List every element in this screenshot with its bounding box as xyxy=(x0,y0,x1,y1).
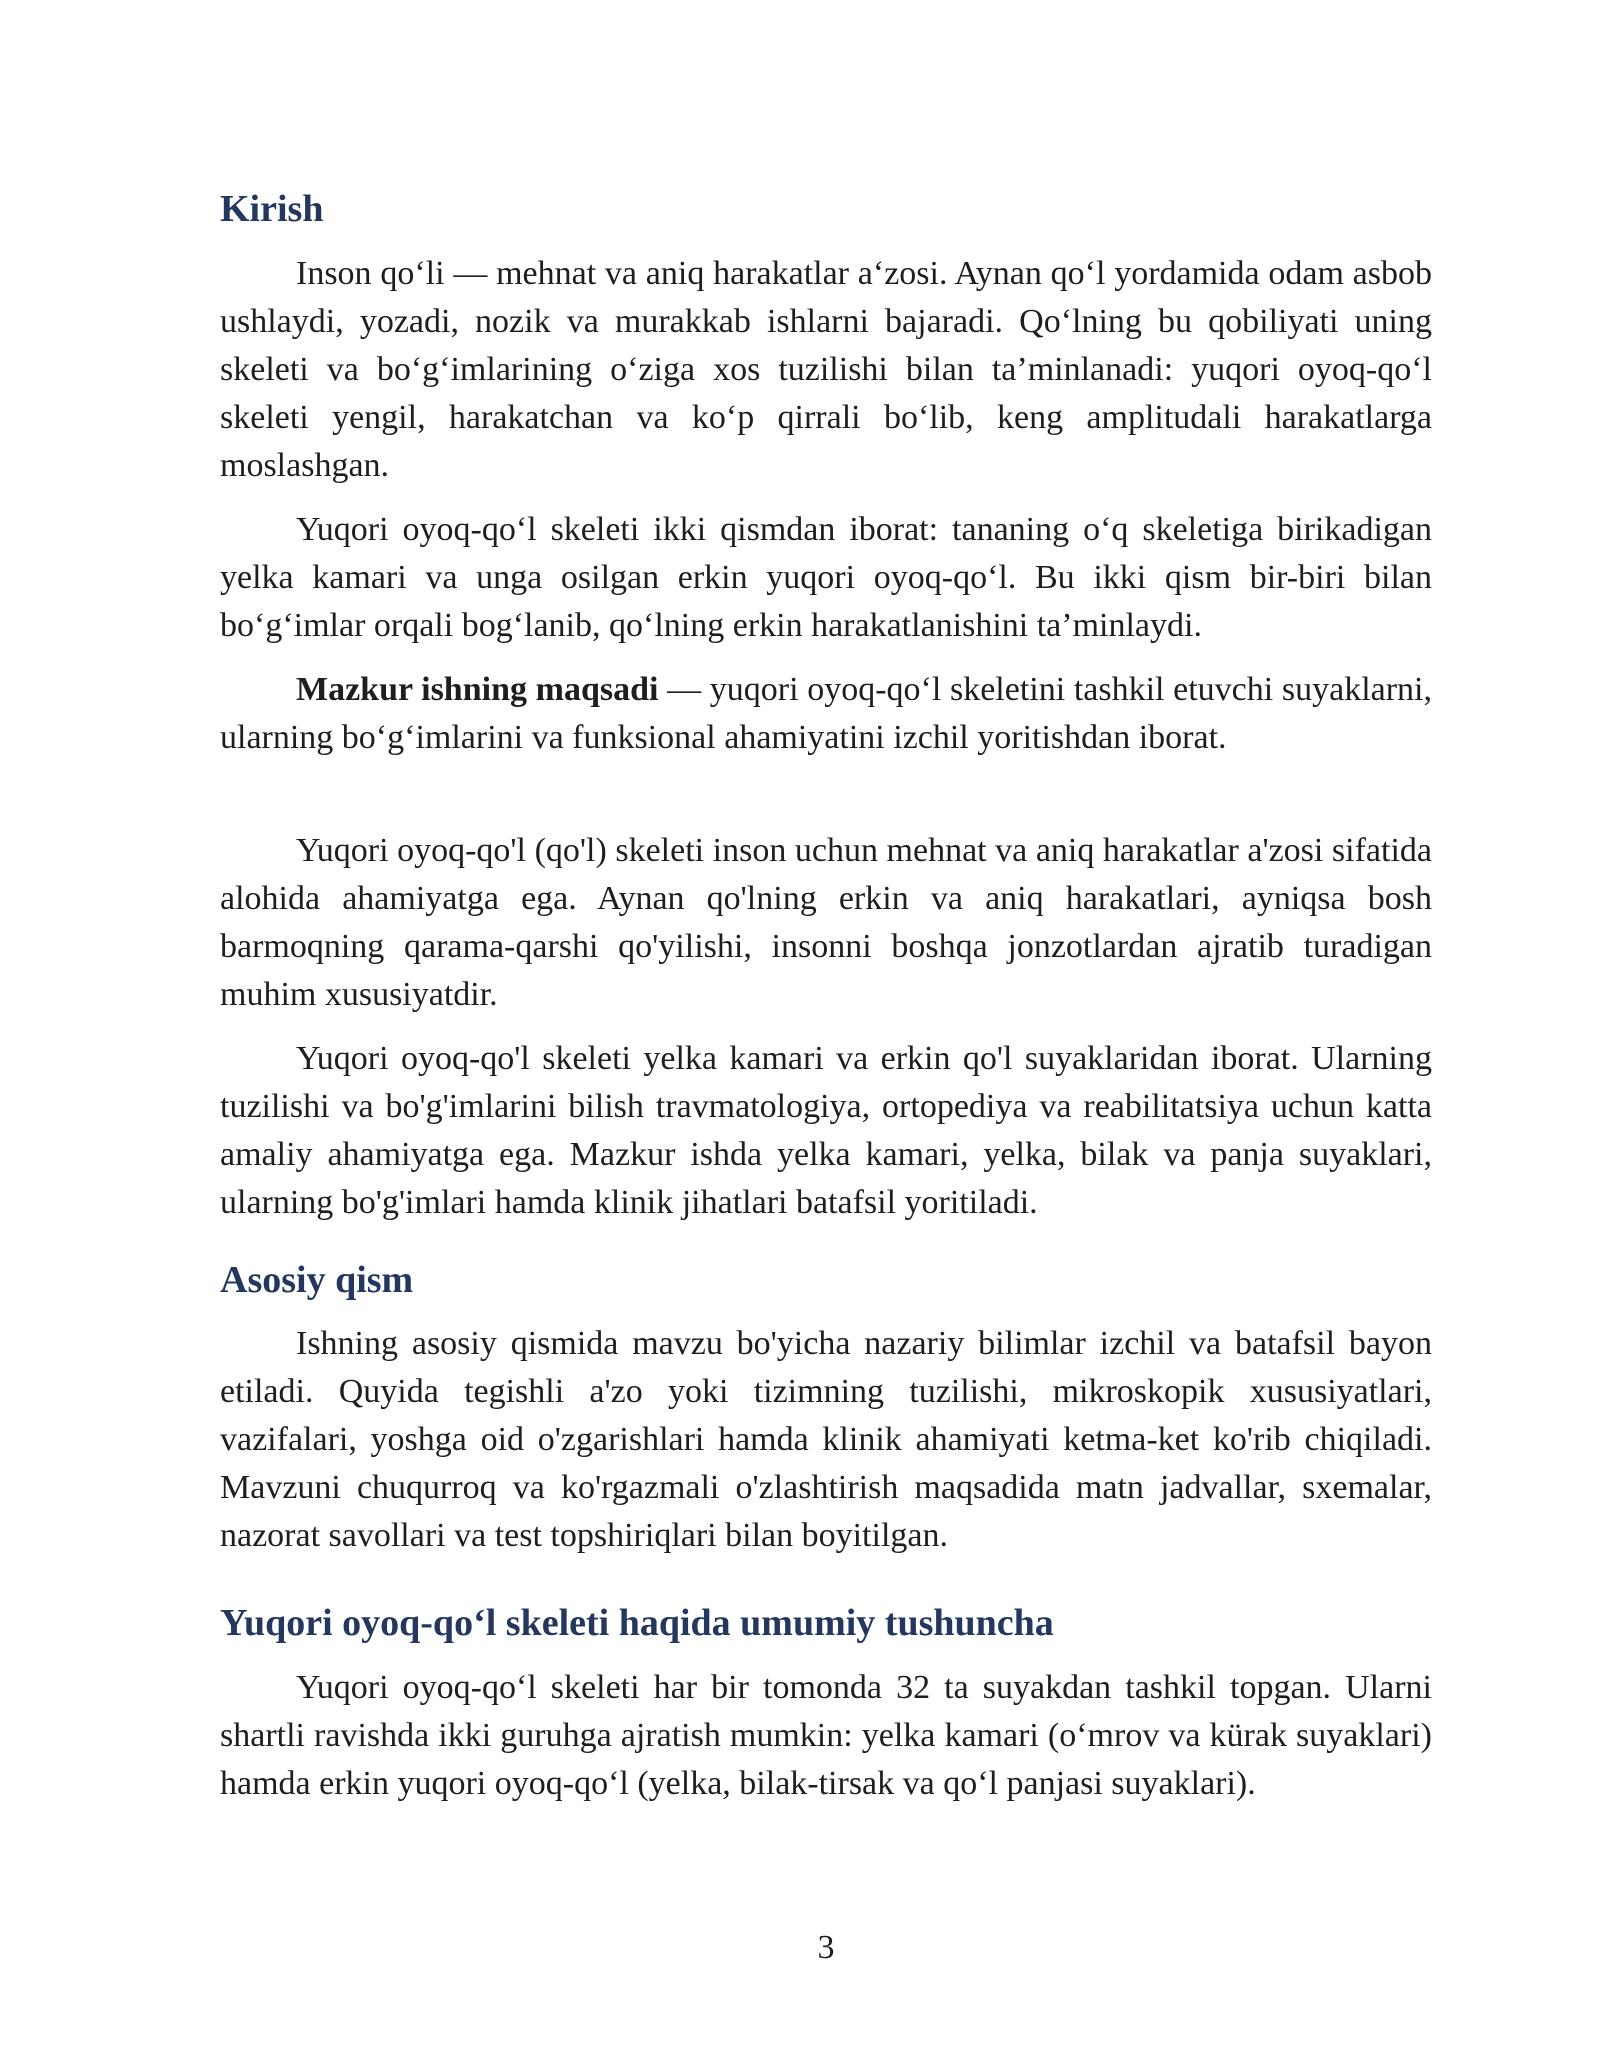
paragraph-asosiy-1: Ishning asosiy qismida mavzu bo'yicha nazariy bilimlar izchil va batafsil bayon etiladi. Quyida tegishli a'zo yoki tizimning tuzilishi, mikroskopik xususiyatlari, vazifalari, yoshga oid o'zgarishlari hamda klinik ahamiyati ketma-ket ko'rib chiqiladi. Mavzuni chuqurroq va ko'rgazmali o'zlashtirish maqsadida matn jadvallar, sxemalar, nazorat savollari va test topshiriqlari bilan boyitilgan. xyxy=(220,1325,1432,1554)
goal-text: — yuqori oyoq-qo‘l skeletini tashkil etuvchi suyaklarni, ularning bo‘g‘imlarini va funksional ahamiyatini izchil yoritishdan iborat. xyxy=(220,671,1432,756)
goal-label: Mazkur ishning maqsadi xyxy=(296,671,659,708)
paragraph-kirish-2: Yuqori oyoq-qo‘l skeleti ikki qismdan iborat: tananing o‘q skeletiga birikadigan yelka kamari va unga osilgan erkin yuqori oyoq-qo‘l. Bu ikki qism bir-biri bilan bo‘g‘imlar orqali bog‘lanib, qo‘lning erkin harakatlanishini ta’minlaydi. xyxy=(220,511,1432,644)
paragraph-kirish-4: Yuqori oyoq-qo'l (qo'l) skeleti inson uchun mehnat va aniq harakatlar a'zosi sifatida alohida ahamiyatga ega. Aynan qo'lning erkin va aniq harakatlari, ayniqsa bosh barmoqning qarama-qarshi qo'yilishi, insonni boshqa jonzotlardan ajratib turadigan muhim xususiyatdir. xyxy=(220,832,1432,1013)
section-heading-asosiy: Asosiy qism xyxy=(220,1259,414,1301)
paragraph-kirish-3 xyxy=(220,666,1432,762)
paragraph-kirish-1: Inson qo‘li — mehnat va aniq harakatlar a‘zosi. Aynan qo‘l yordamida odam asbob ushlaydi, yozadi, nozik va murakkab ishlarni bajaradi. Qo‘lning bu qobiliyati uning skeleti va bo‘g‘imlarining o‘ziga xos tuzilishi bilan ta’minlanadi: yuqori oyoq-qo‘l skeleti yengil, harakatchan va ko‘p qirrali bo‘lib, keng amplitudali harakatlarga moslashgan. xyxy=(220,255,1432,484)
paragraph-kirish-5: Yuqori oyoq-qo'l skeleti yelka kamari va erkin qo'l suyaklaridan iborat. Ularning tuzilishi va bo'g'imlarini bilish travmatologiya, ortopediya va reabilitatsiya uchun katta amaliy ahamiyatga ega. Mazkur ishda yelka kamari, yelka, bilak va panja suyaklari, ularning bo'g'imlari hamda klinik jihatlari batafsil yoritiladi. xyxy=(220,1040,1432,1221)
paragraph-umumiy-1: Yuqori oyoq-qo‘l skeleti har bir tomonda 32 ta suyakdan tashkil topgan. Ularni shartli ravishda ikki guruhga ajratish mumkin: yelka kamari (o‘mrov va kürak suyaklari) hamda erkin yuqori oyoq-qo‘l (yelka, bilak-tirsak va qo‘l panjasi suyaklari). xyxy=(220,1669,1432,1802)
section-heading-umumiy: Yuqori oyoq-qo‘l skeleti haqida umumiy tushuncha xyxy=(220,1602,1054,1644)
section-heading-kirish: Kirish xyxy=(220,188,324,230)
page-number: 3 xyxy=(817,1929,835,1966)
